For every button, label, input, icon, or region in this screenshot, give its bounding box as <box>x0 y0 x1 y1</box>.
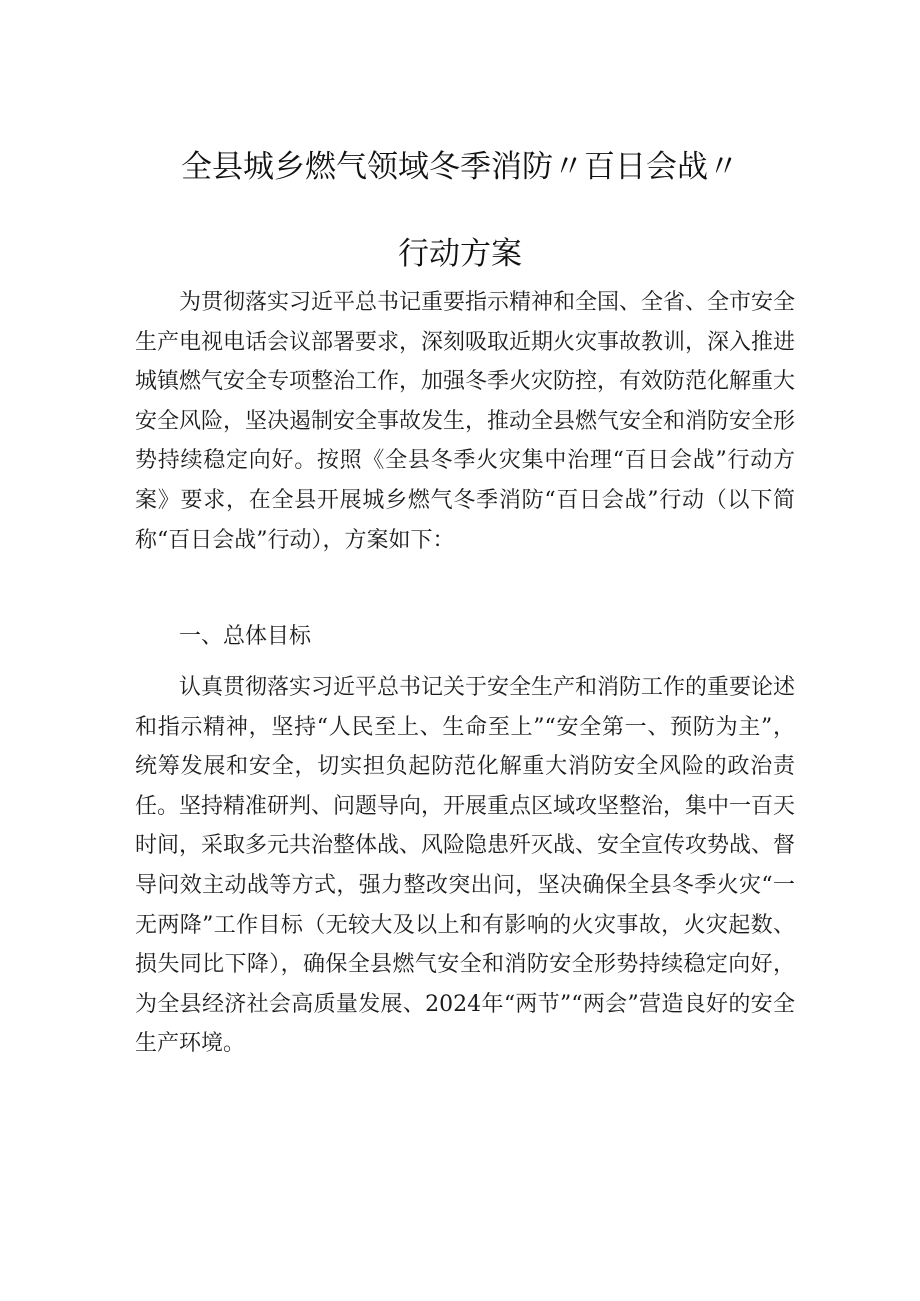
section-heading-overall-goal: 一、总体目标 <box>179 624 312 649</box>
document-title-line-2: 行动方案 <box>398 236 522 272</box>
intro-paragraph: 为贯彻落实习近平总书记重要指示精神和全国、全省、全市安全生产电视电话会议部署要求，深刻吸取近期火灾事故教训，深入推进城镇燃气安全专项整治工作，加强冬季火灾防控，有效防范化解重大安全风险，坚决遏制安全事故发生，推动全县燃气安全和消防安全形势持续稳定向好。按照《全县冬季火灾集中治理“百日会战”行动方案》要求，在全县开展城乡燃气冬季消防“百日会战”行动（以下简称“百日会战”行动），方案如下： <box>135 290 796 553</box>
document-title-line-1: 全县城乡燃气领域冬季消防〃百日会战〃 <box>181 149 739 185</box>
overall-goal-paragraph: 认真贯彻落实习近平总书记关于安全生产和消防工作的重要论述和指示精神，坚持“人民至上、生命至上”“安全第一、预防为主”，统筹发展和安全，切实担负起防范化解重大消防安全风险的政治责任。坚持精准研判、问题导向，开展重点区域攻坚整治，集中一百天时间，采取多元共治整体战、风险隐患歼灭战、安全宣传攻势战、督导问效主动战等方式，强力整改突出问，坚决确保全县冬季火灾“一无两降”工作目标（无较大及以上和有影响的火灾事故，火灾起数、损失同比下降），确保全县燃气安全和消防安全形势持续稳定向好，为全县经济社会高质量发展、2024年“两节”“两会”营造良好的安全生产环境。 <box>135 675 796 1057</box>
